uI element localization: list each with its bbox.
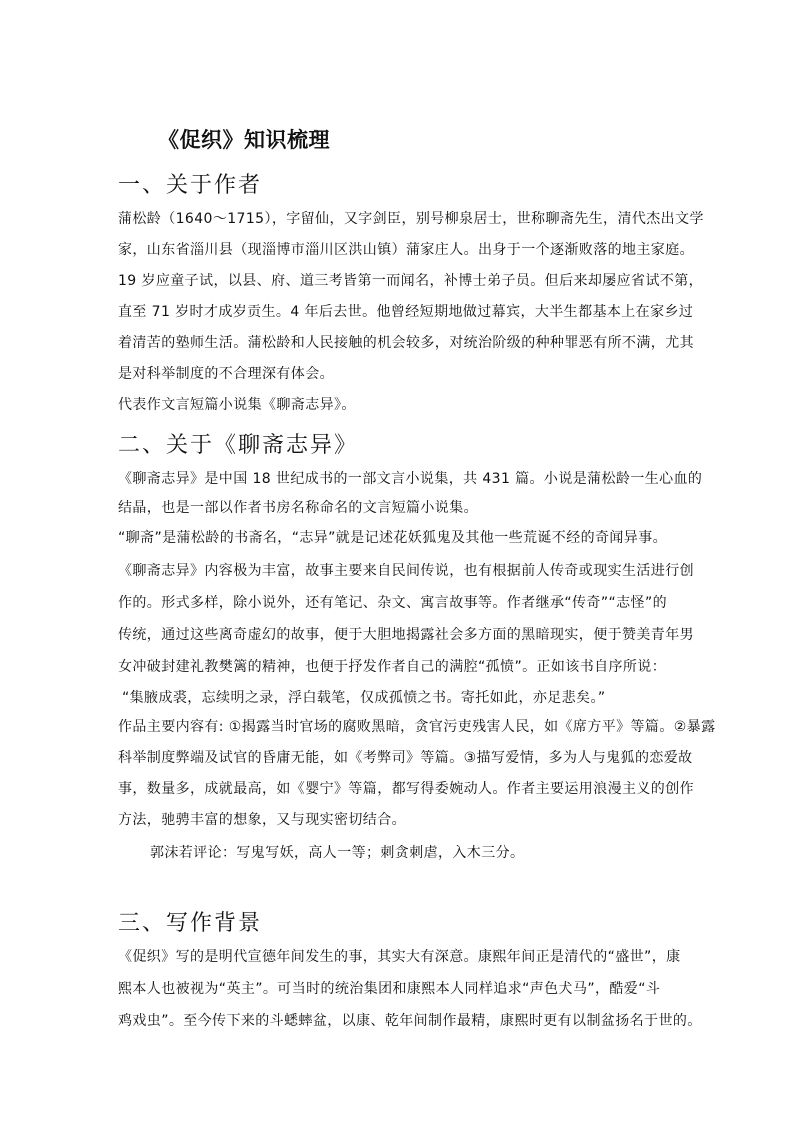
paragraph-line: 结晶，也是一部以作者书房名称命名的文言短篇小说集。 — [118, 500, 478, 516]
paragraph-line: “聊斋”是蒲松龄的书斋名，“志异”就是记述花妖狐鬼及其他一些荒诞不经的奇闻异事。 — [118, 530, 668, 546]
paragraph-line: 作品主要内容有: ①揭露当时官场的腐败黑暗，贪官污吏残害人民，如《席方平》等篇。②暴露 — [118, 719, 716, 735]
paragraph-line: 直至 71 岁时才成岁贡生。4 年后去世。他曾经短期地做过幕宾，大半生都基本上在家乡过 — [118, 304, 694, 320]
paragraph-line: 代表作文言短篇小说集《聊斋志异》。 — [118, 397, 356, 413]
paragraph-line: 作的。形式多样，除小说外，还有笔记、杂文、寓言故事等。作者继承“传奇”“志怪”的 — [118, 595, 668, 611]
paragraph-line: 着清苦的塾师生活。蒲松龄和人民接触的机会较多，对统治阶级的种种罪恶有所不满，尤其 — [118, 335, 694, 351]
quote-line: “集腋成裘，忘续明之录，浮白载笔，仅成孤愤之书。寄托如此，亦足悲矣。” — [122, 690, 606, 706]
paragraph-line: 女冲破封建礼教樊篱的精神，也便于抒发作者自己的满腔“孤愤”。正如该书自序所说： — [118, 659, 667, 675]
document-title: 《促织》知识梳理 — [158, 128, 330, 152]
paragraph-line: 方法，驰骋丰富的想象，又与现实密切结合。 — [118, 812, 406, 828]
paragraph-line: 熙本人也被视为“英主”。可当时的统治集团和康熙本人同样追求“声色犬马”，酷爱“斗 — [118, 981, 661, 997]
review-line: 郭沫若评论：写鬼写妖，高人一等；刺贪刺虐，入木三分。 — [150, 845, 525, 861]
paragraph-line: 蒲松龄（1640～1715），字留仙，又字剑臣，别号柳泉居士，世称聊斋先生，清代杰出文学 — [118, 211, 704, 227]
paragraph-line: 是对科举制度的不合理深有体会。 — [118, 366, 334, 382]
section-heading-liaozhai: 二、关于《聊斋志异》 — [118, 433, 359, 458]
paragraph-line: 家，山东省淄川县（现淄博市淄川区洪山镇）蒲家庄人。出身于一个逐渐败落的地主家庭。 — [118, 242, 694, 258]
paragraph-line: 《聊斋志异》是中国 18 世纪成书的一部文言小说集，共 431 篇。小说是蒲松龄一生心血的 — [118, 471, 703, 487]
paragraph-line: 19 岁应童子试，以县、府、道三考皆第一而闻名，补博士弟子员。但后来却屡应省试不第， — [118, 273, 704, 289]
paragraph-line: 鸡戏虫”。至今传下来的斗蟋蟀盆，以康、乾年间制作最精，康熙时更有以制盆扬名于世的。 — [118, 1013, 702, 1029]
paragraph-line: 《聊斋志异》内容极为丰富，故事主要来自民间传说，也有根据前人传奇或现实生活进行创 — [118, 563, 694, 579]
paragraph-line: 传统，通过这些离奇虚幻的故事，便于大胆地揭露社会多方面的黑暗现实，便于赞美青年男 — [118, 627, 694, 643]
paragraph-line: 《促织》写的是明代宣德年间发生的事，其实大有深意。康熙年间正是清代的“盛世”，康 — [118, 949, 681, 965]
paragraph-line: 事，数量多，成就最高，如《婴宁》等篇，都写得委婉动人。作者主要运用浪漫主义的创作 — [118, 781, 694, 797]
paragraph-line: 科举制度弊端及试官的昏庸无能，如《考弊司》等篇。③描写爱情，多为人与鬼狐的恋爱故 — [118, 750, 693, 766]
section-heading-background: 三、写作背景 — [118, 911, 263, 936]
section-heading-author: 一、关于作者 — [118, 173, 263, 198]
